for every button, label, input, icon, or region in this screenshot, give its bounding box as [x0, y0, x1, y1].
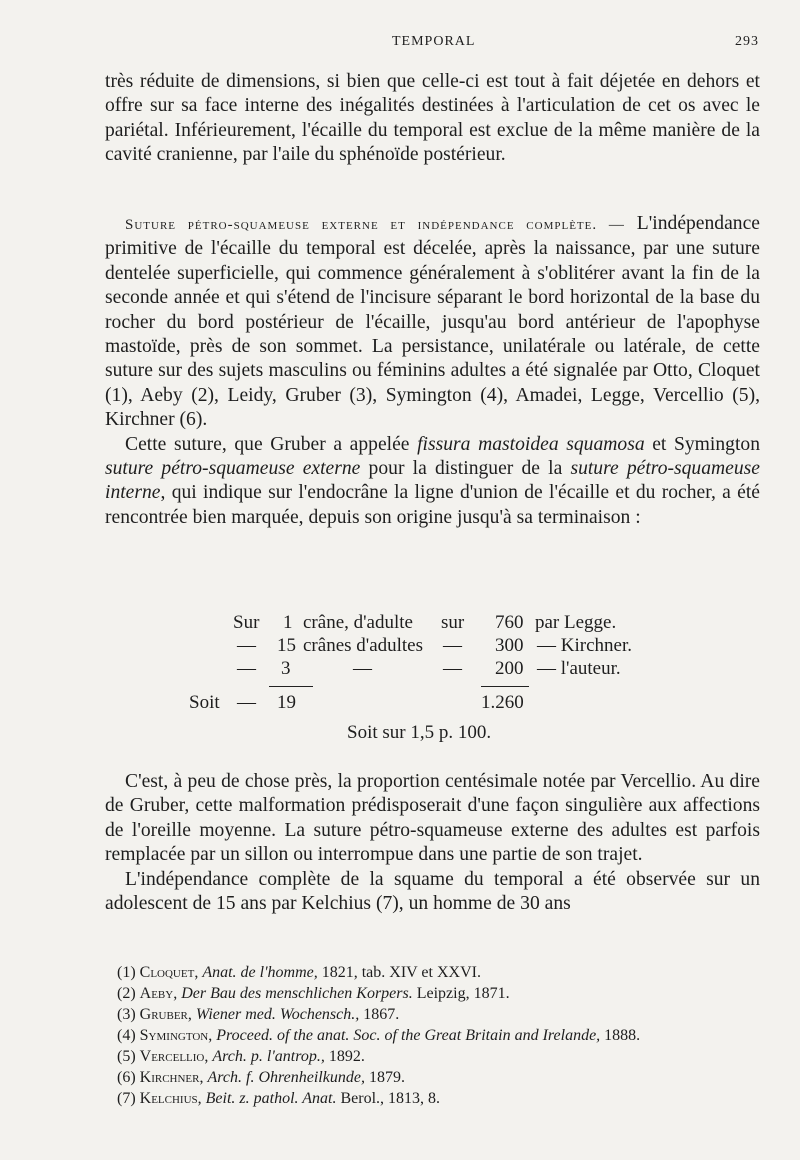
footnote-rest: 1821, tab. XIV et XXVI.	[317, 964, 481, 981]
footnote-author: Cloquet,	[139, 964, 199, 981]
sum-rule-left	[269, 686, 313, 687]
ratio-line: Soit sur 1,5 p. 100.	[347, 722, 492, 743]
footnote-title: Anat. de l'homme,	[202, 964, 318, 981]
footnote-author: Kelchius,	[139, 1090, 202, 1107]
sum-rule-right	[481, 686, 529, 687]
footnote	[117, 983, 757, 1004]
footnote-title: Beit. z. pathol. Anat.	[205, 1090, 337, 1107]
footnote-title: Wiener med. Wochensch.,	[195, 1006, 360, 1023]
footnote	[117, 1046, 757, 1067]
section-continuation	[105, 770, 760, 916]
stats-row-source: — l'auteur.	[537, 658, 621, 679]
footnote-author: Kirchner,	[139, 1069, 204, 1086]
p3-italic-2: suture pétro-squameuse externe	[105, 458, 361, 480]
footnote-author: Gruber,	[139, 1006, 192, 1023]
stats-row-desc: crâne, d'adulte	[303, 612, 413, 633]
footnote-number: (5)	[117, 1048, 136, 1065]
stats-row-sep: —	[443, 658, 462, 679]
statistics-table	[185, 612, 665, 752]
stats-row-total: 200	[495, 658, 524, 679]
running-title: TEMPORAL	[392, 34, 476, 49]
footnote-rest: 1888.	[600, 1027, 641, 1044]
section-suture	[105, 212, 760, 530]
paragraph-3	[105, 433, 760, 531]
footnote-rest: Leipzig, 1871.	[412, 985, 510, 1002]
footnote-rest: 1879.	[364, 1069, 405, 1086]
footnote-title: Arch. f. Ohrenheilkunde,	[207, 1069, 365, 1086]
stats-row-count: 1	[283, 612, 293, 633]
p3-text-4: , qui indique sur l'endocrâne la ligne d'union de l'écaille et du rocher, a été rencontrée bien marquée, depuis son origine jusqu'à sa terminaison :	[105, 482, 760, 528]
stats-row-lead: —	[237, 635, 256, 656]
paragraph-continuation	[105, 70, 760, 168]
p3-text-2: et Symington	[644, 433, 760, 455]
stats-row-sep: —	[443, 635, 462, 656]
stats-row-sep: sur	[441, 612, 465, 633]
paragraph-1: très réduite de dimensions, si bien que celle-ci est tout à fait déjetée en dehors et offre sur sa face interne des inégalités destinées à l'articulation de cet os avec le pariétal. Inférieurement, l'écaille du temporal est exclue de la même manière de la cavité cranienne, par l'aile du sphénoïde postérieur.	[105, 71, 760, 166]
p3-text-1: Cette suture, que Gruber a appelée	[125, 433, 418, 455]
stats-row-lead: —	[237, 658, 256, 679]
footnote-rest: Berol., 1813, 8.	[336, 1090, 441, 1107]
footnote-author: Symington,	[139, 1027, 213, 1044]
section-heading: Suture pétro-squameuse externe et indépendance complète. —	[125, 217, 625, 233]
p3-text-3: pour la distinguer de la	[360, 458, 571, 480]
sum-count: 19	[277, 692, 296, 713]
footnote-number: (2)	[117, 985, 136, 1002]
footnote	[117, 1004, 757, 1025]
stats-row-source: — Kirchner.	[537, 635, 632, 656]
footnote-number: (7)	[117, 1090, 136, 1107]
page-number: 293	[735, 34, 759, 49]
p3-italic-1: fissura mastoidea squamosa	[417, 433, 645, 455]
sum-label: Soit	[189, 692, 220, 713]
footnote-title: Proceed. of the anat. Soc. of the Great Britain and Irelande,	[216, 1027, 601, 1044]
stats-row-total: 300	[495, 635, 524, 656]
section-heading-paragraph	[105, 212, 760, 433]
stats-row-count: 3	[281, 658, 291, 679]
paragraph-5: L'indépendance complète de la squame du temporal a été observée sur un adolescent de 15 ans par Kelchius (7), un homme de 30 ans	[105, 868, 760, 915]
footnotes	[117, 962, 757, 1109]
footnote-number: (6)	[117, 1069, 136, 1086]
footnote-author: Aeby,	[139, 985, 178, 1002]
footnote-rest: 1867.	[359, 1006, 400, 1023]
paragraph-4: C'est, à peu de chose près, la proportion centésimale notée par Vercellio. Au dire de Gruber, cette malformation prédisposerait d'une façon singulière aux affections de l'oreille moyenne. La suture pétro-squameuse externe des adultes est parfois remplacée par un sillon ou interrompue dans une partie de son trajet.	[105, 771, 760, 866]
footnote-title: Arch. p. l'antrop.,	[212, 1048, 325, 1065]
footnote	[117, 1025, 757, 1046]
running-header	[0, 30, 800, 54]
footnote-title: Der Bau des menschlichen Korpers.	[181, 985, 413, 1002]
stats-row-source: par Legge.	[535, 612, 617, 633]
footnote-number: (1)	[117, 964, 136, 981]
stats-row-count: 15	[277, 635, 296, 656]
stats-row-desc: crânes d'adultes	[303, 635, 424, 656]
stats-row-total: 760	[495, 612, 524, 633]
footnote-rest: 1892.	[324, 1048, 365, 1065]
stats-row-desc: —	[353, 658, 372, 679]
stats-row-lead: Sur	[233, 612, 260, 633]
footnote	[117, 962, 757, 983]
p3-italic-3: suture pétro-squameuse interne	[105, 458, 760, 504]
footnote	[117, 1067, 757, 1088]
footnote	[117, 1088, 757, 1109]
footnote-number: (3)	[117, 1006, 136, 1023]
footnote-number: (4)	[117, 1027, 136, 1044]
paragraph-2: L'indépendance primitive de l'écaille du temporal est décelée, après la naissance, par une suture dentelée superficielle, qui commence généralement à s'oblitérer avant la fin de la seconde année et qui s'étend de l'incisure séparant le bord horizontal de la base du rocher du bord postérieur de l'écaille, jusqu'au bord antérieur de l'apophyse mastoïde, près de son sommet. La persistance, unilatérale ou latérale, de cette suture sur des sujets masculins ou féminins adultes a été signalée par Otto, Cloquet (1), Aeby (2), Leidy, Gruber (3), Symington (4), Amadei, Legge, Vercellio (5), Kirchner (6).	[105, 213, 760, 431]
footnote-author: Vercellio,	[139, 1048, 209, 1065]
sum-dash: —	[237, 692, 256, 713]
sum-total: 1.260	[481, 692, 524, 713]
